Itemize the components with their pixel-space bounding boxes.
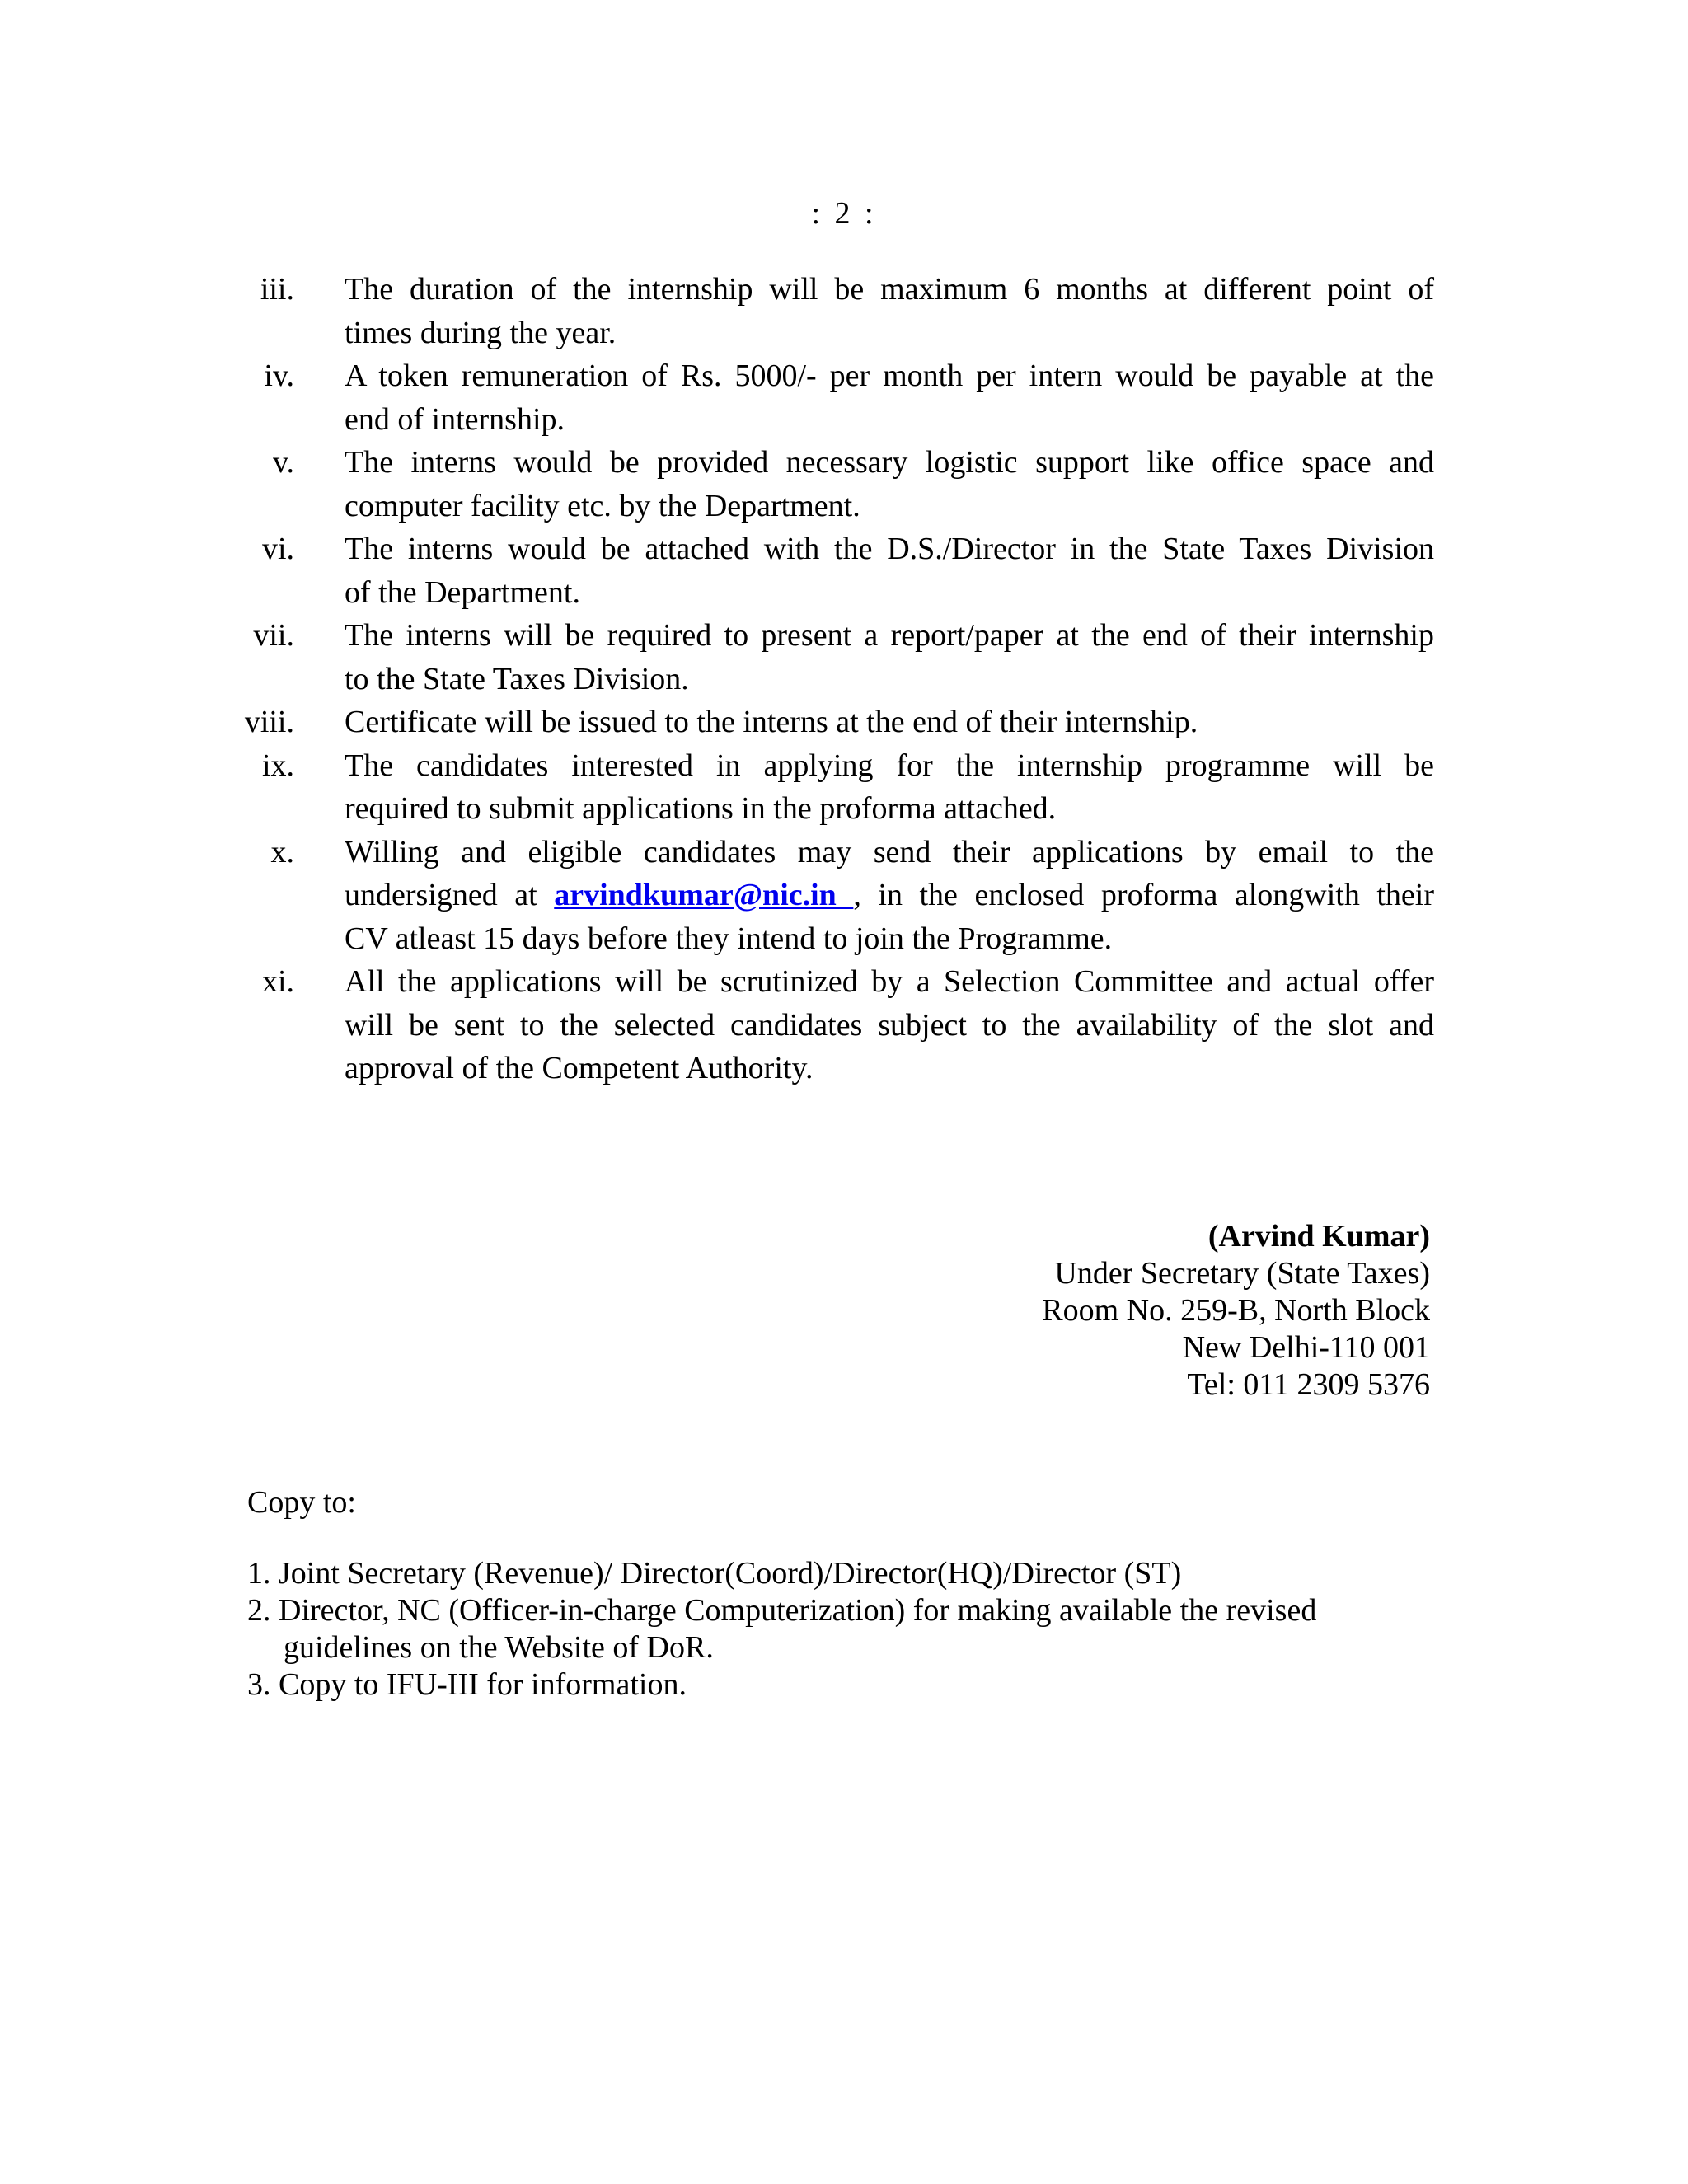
item-text-line: approval of the Competent Authority. xyxy=(345,1051,814,1085)
page-number: : 2 : xyxy=(811,196,877,231)
signatory-room: Room No. 259-B, North Block xyxy=(1042,1293,1430,1328)
copy-to-item-continuation xyxy=(247,1629,1484,1666)
item-text-line: of the Department. xyxy=(345,574,580,610)
item-number: viii. xyxy=(244,705,294,739)
item-number: x. xyxy=(270,834,294,869)
email-link[interactable]: arvindkumar@nic.in xyxy=(554,878,854,912)
item-text-line: The interns would be provided necessary logistic support like office space and xyxy=(345,445,1434,480)
item-number: xi. xyxy=(261,964,294,999)
item-text-segment: , in the enclosed proforma alongwith their xyxy=(853,878,1435,912)
item-text-line: All the applications will be scrutinized by a Selection Committee and actual offer xyxy=(345,964,1434,999)
list-item xyxy=(231,960,1434,1090)
list-item xyxy=(231,831,1434,961)
item-text-line: The interns will be required to present a report/paper at the end of their internship xyxy=(345,618,1434,653)
signatory-designation: Under Secretary (State Taxes) xyxy=(1054,1256,1430,1291)
item-number: v. xyxy=(272,445,294,480)
copy-to-list xyxy=(247,1555,1484,1704)
conditions-list xyxy=(231,268,1434,1090)
item-text-line: The duration of the internship will be maximum 6 months at different point of xyxy=(345,272,1434,307)
signatory-tel: Tel: 011 2309 5376 xyxy=(1187,1367,1430,1402)
copy-to-item: 1. Joint Secretary (Revenue)/ Director(Coord)/Director(HQ)/Director (ST) xyxy=(247,1556,1182,1591)
copy-to-item: 2. Director, NC (Officer-in-charge Computerization) for making available the revised xyxy=(247,1593,1317,1628)
list-item xyxy=(231,614,1434,701)
list-item xyxy=(231,744,1434,831)
item-text-segment: undersigned at xyxy=(345,878,555,912)
item-text-line: required to submit applications in the proforma attached. xyxy=(345,791,1057,826)
item-text-line: Certificate will be issued to the interns at the end of their internship. xyxy=(345,705,1198,739)
item-number: ix. xyxy=(261,748,294,783)
item-text-line: end of internship. xyxy=(345,401,565,437)
item-text-line: to the State Taxes Division. xyxy=(345,661,689,696)
signatory-city: New Delhi-110 001 xyxy=(1182,1330,1430,1365)
item-text-line: Willing and eligible candidates may send their applications by email to the xyxy=(345,834,1434,869)
item-number: iii. xyxy=(260,272,294,307)
list-item xyxy=(231,441,1434,527)
item-text-line: CV atleast 15 days before they intend to join the Programme. xyxy=(345,921,1113,956)
signatory-name: (Arvind Kumar) xyxy=(1207,1219,1430,1254)
item-text-line: will be sent to the selected candidates subject to the availability of the slot and xyxy=(345,1007,1434,1043)
list-item xyxy=(231,527,1434,614)
item-text-line: times during the year. xyxy=(345,315,617,350)
item-number: vii. xyxy=(253,618,294,653)
item-text-line: The interns would be attached with the D.S./Director in the State Taxes Division xyxy=(345,532,1434,566)
item-number: iv. xyxy=(264,359,294,393)
item-text-line: computer facility etc. by the Department. xyxy=(345,488,860,523)
list-item xyxy=(231,268,1434,354)
copy-to-item: 3. Copy to IFU-III for information. xyxy=(247,1667,687,1702)
signature-block xyxy=(1042,1218,1430,1404)
list-item xyxy=(231,354,1434,441)
copy-to-item-text: guidelines on the Website of DoR. xyxy=(284,1630,714,1665)
item-text-line-with-email xyxy=(345,874,1434,917)
item-number: vi. xyxy=(261,532,294,566)
item-text-line: The candidates interested in applying for the internship programme will be xyxy=(345,748,1434,783)
copy-to-heading: Copy to: xyxy=(247,1485,356,1520)
item-text-line: A token remuneration of Rs. 5000/- per month per intern would be payable at the xyxy=(345,359,1434,393)
list-item xyxy=(231,701,1434,744)
